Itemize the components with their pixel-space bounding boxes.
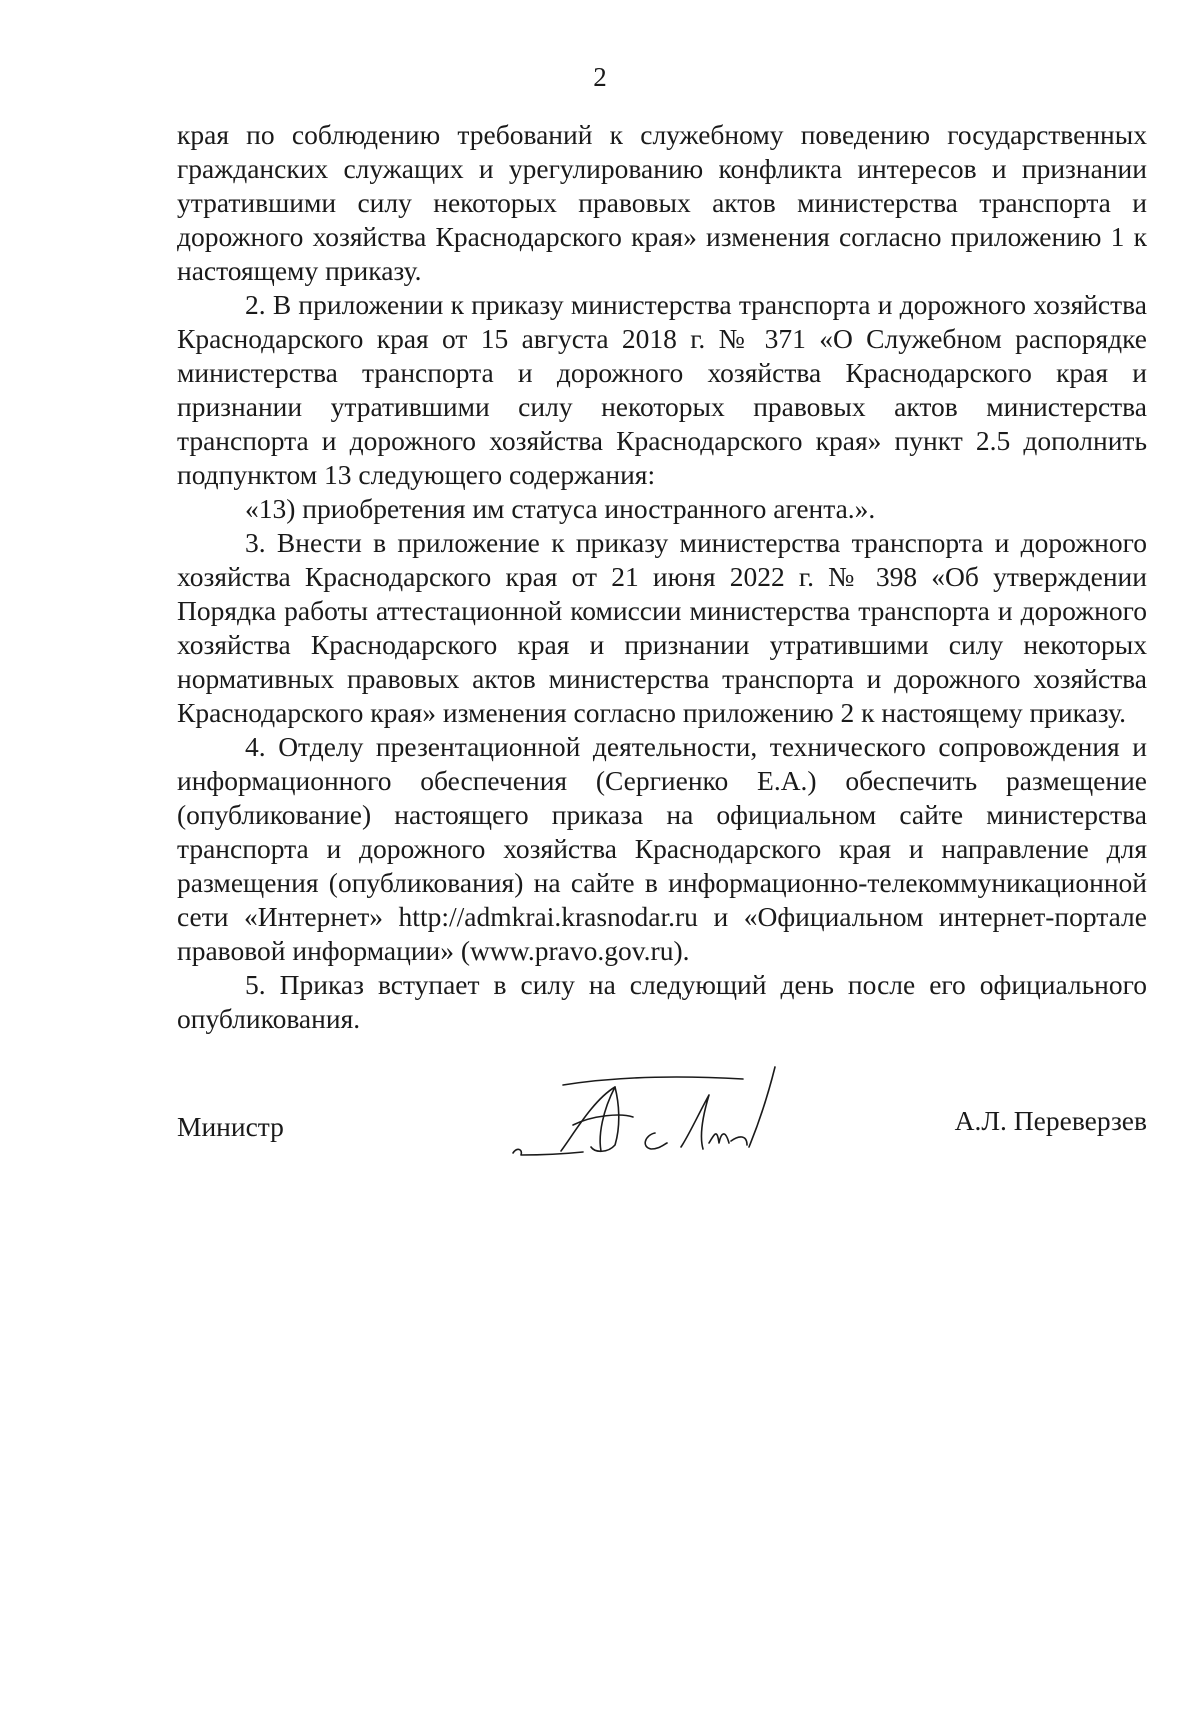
paragraph-item-2: 2. В приложении к приказу министерства транспорта и дорожного хозяйства Краснодарского края от 15 августа 2018 г. № 371 «О Служебном распорядке министерства транспорта и дорожного хозяйства Краснодарского края и признании утратившими силу некоторых правовых актов министерства транспорта и дорожного хозяйства Краснодарского края» пункт 2.5 дополнить подпунктом 13 следующего содержания: — [177, 289, 1147, 490]
paragraph-item-5: 5. Приказ вступает в силу на следующий день после его официального опубликования. — [177, 969, 1147, 1034]
handwritten-signature — [503, 1055, 803, 1165]
paragraph-continuation: края по соблюдению требований к служебному поведению государственных гражданских служащих и урегулированию конфликта интересов и признании утратившими силу некоторых правовых актов министерства транспорта и дорожного хозяйства Краснодарского края» изменения согласно приложению 1 к настоящему приказу. — [177, 119, 1147, 286]
paragraph-item-3: 3. Внести в приложение к приказу министерства транспорта и дорожного хозяйства Краснодарского края от 21 июня 2022 г. № 398 «Об утверждении Порядка работы аттестационной комиссии министерства транспорта и дорожного хозяйства Краснодарского края и признании утратившими силу некоторых нормативных правовых актов министерства транспорта и дорожного хозяйства Краснодарского края» изменения согласно приложению 2 к настоящему приказу. — [177, 527, 1147, 728]
document-body — [177, 118, 1147, 1036]
signature-block — [177, 1055, 1147, 1175]
signatory-position: Министр — [177, 1111, 284, 1142]
page-number: 2 — [593, 62, 607, 92]
paragraph-item-4: 4. Отделу презентационной деятельности, технического сопровождения и информационного обеспечения (Сергиенко Е.А.) обеспечить размещение (опубликование) настоящего приказа на официальном сайте министерства транспорта и дорожного хозяйства Краснодарского края и направление для размещения (опубликования) на сайте в информационно-телекоммуникационной сети «Интернет» http://admkrai.krasnodar.ru и «Официальном интернет-портале правовой информации» (www.pravo.gov.ru). — [177, 731, 1147, 966]
signatory-name: А.Л. Переверзев — [954, 1105, 1147, 1136]
paragraph-subitem-13: «13) приобретения им статуса иностранного агента.». — [245, 493, 876, 524]
